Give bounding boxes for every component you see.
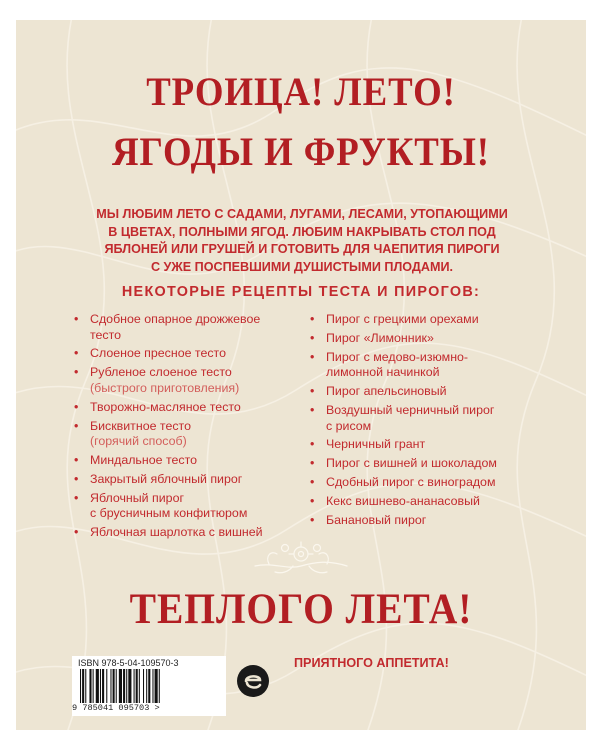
- list-item: [74, 472, 304, 488]
- recipe-text: с брусничным конфитюром: [90, 506, 248, 521]
- barcode-bar: [119, 669, 122, 703]
- bullet: •: [74, 418, 79, 433]
- recipe-text: Яблочный пирог: [90, 490, 184, 505]
- barcode-bar: [106, 669, 107, 703]
- recipe-text: Миндальное тесто: [90, 452, 198, 467]
- barcode-bar: [80, 669, 81, 703]
- recipe-text: Закрытый яблочный пирог: [90, 471, 243, 486]
- bullet: •: [310, 494, 315, 509]
- recipe-text: лимонной начинкой: [326, 365, 440, 380]
- recipe-text: Пирог с медово-изюмно-: [326, 349, 469, 364]
- intro-line: С УЖЕ ПОСПЕВШИМИ ДУШИСТЫМИ ПЛОДАМИ.: [150, 259, 454, 274]
- recipe-text: Пирог с вишней и шоколадом: [326, 456, 497, 471]
- bullet: •: [74, 312, 79, 326]
- bullet: •: [74, 452, 79, 467]
- recipe-text: тесто: [90, 327, 122, 342]
- intro-line: МЫ ЛЮБИМ ЛЕТО С САДАМИ, ЛУГАМИ, ЛЕСАМИ, УТОПАЮЩИМИ: [96, 207, 508, 221]
- recipes-heading: НЕКОТОРЫЕ РЕЦЕПТЫ ТЕСТА И ПИРОГОВ:: [121, 284, 481, 300]
- bullet: •: [74, 399, 79, 414]
- bullet: •: [310, 475, 315, 490]
- barcode-bar: [123, 669, 125, 703]
- barcode-bar: [82, 669, 84, 703]
- barcode-bar: [148, 669, 150, 703]
- list-item: [310, 331, 550, 347]
- barcode-bars: [80, 669, 214, 703]
- recipe-text: Кекс вишнево-ананасовый: [326, 494, 480, 509]
- bullet: •: [310, 456, 315, 471]
- barcode-bar: [134, 669, 135, 703]
- barcode-bar: [126, 669, 127, 703]
- intro-line: ЯБЛОНЕЙ ИЛИ ГРУШЕЙ И ГОТОВИТЬ ДЛЯ ЧАЕПИТИЯ ПИРОГИ: [104, 242, 500, 256]
- recipe-text: Пирог «Лимонник»: [326, 330, 434, 345]
- list-item: [310, 475, 550, 491]
- recipe-text: Творожно-масляное тесто: [90, 399, 241, 414]
- bullet: •: [310, 403, 315, 418]
- list-item: [310, 384, 550, 400]
- bullet: •: [310, 437, 315, 452]
- barcode-bar: [85, 669, 86, 703]
- floral-ornament-icon: [249, 536, 353, 580]
- bullet: •: [74, 365, 79, 380]
- list-item: [74, 346, 304, 362]
- bullet: •: [74, 525, 79, 540]
- barcode-bar: [155, 669, 158, 703]
- list-item: [74, 400, 304, 416]
- recipes-list-right: [310, 312, 550, 532]
- recipe-note: (быстрого приготовления): [90, 380, 240, 395]
- barcode-bar: [110, 669, 111, 703]
- list-item: [310, 456, 550, 472]
- bullet: •: [310, 330, 315, 345]
- barcode-bar: [116, 669, 117, 703]
- publisher-logo-icon: [236, 664, 270, 698]
- barcode-bar: [102, 669, 104, 703]
- barcode-bar: [128, 669, 131, 703]
- barcode-bar: [159, 669, 160, 703]
- recipe-text: Черничный грант: [326, 437, 426, 452]
- recipe-text: Пирог с грецкими орехами: [326, 312, 479, 326]
- list-item: [310, 437, 550, 453]
- recipes-list-left: [74, 312, 304, 544]
- list-item: [74, 419, 304, 450]
- barcode-bar: [152, 669, 153, 703]
- bullet: •: [74, 471, 79, 486]
- recipe-text: Рубленое слоеное тесто: [90, 365, 232, 380]
- bullet: •: [310, 312, 315, 326]
- intro-paragraph: [56, 206, 548, 276]
- recipe-text: Яблочная шарлотка с вишней: [90, 525, 263, 540]
- bullet: •: [310, 513, 315, 528]
- barcode-bar: [113, 669, 115, 703]
- headline-line-1: ТРОИЦА! ЛЕТО!: [146, 69, 456, 114]
- list-item: [74, 365, 304, 396]
- barcode-bar: [146, 669, 147, 703]
- headline-line-2: ЯГОДЫ И ФРУКТЫ!: [112, 129, 490, 174]
- recipe-text: Пирог апельсиновый: [326, 384, 447, 399]
- list-item: [310, 403, 550, 434]
- barcode-number: 9 785041 095703 >: [72, 703, 160, 713]
- barcode-bar: [89, 669, 91, 703]
- bullet: •: [310, 384, 315, 399]
- barcode-bar: [100, 669, 101, 703]
- recipe-text: с рисом: [326, 418, 372, 433]
- list-item: [310, 513, 550, 529]
- list-item: [74, 453, 304, 469]
- list-item: [74, 491, 304, 522]
- recipe-note: (горячий способ): [90, 434, 187, 449]
- isbn-text: ISBN 978-5-04-109570-3: [78, 658, 179, 668]
- recipe-text: Слоеное пресное тесто: [90, 346, 226, 361]
- barcode-bar: [96, 669, 99, 703]
- list-item: [74, 312, 304, 343]
- barcode-bar: [93, 669, 94, 703]
- appetit-text: ПРИЯТНОГО АППЕТИТА!: [294, 656, 449, 670]
- back-cover: [16, 20, 586, 730]
- barcode-bar: [139, 669, 140, 703]
- closing-headline: ТЕПЛОГО ЛЕТА!: [129, 586, 473, 633]
- intro-line: В ЦВЕТАХ, ПОЛНЫМИ ЯГОД. ЛЮБИМ НАКРЫВАТЬ СТОЛ ПОД: [108, 224, 496, 239]
- bullet: •: [74, 346, 79, 361]
- barcode-bar: [136, 669, 138, 703]
- list-item: [310, 312, 550, 328]
- bullet: •: [310, 349, 315, 364]
- recipe-text: Воздушный черничный пирог: [326, 403, 495, 418]
- bullet: •: [74, 490, 79, 505]
- barcode: [72, 656, 226, 716]
- list-item: [310, 350, 550, 381]
- barcode-bar: [143, 669, 144, 703]
- list-item: [310, 494, 550, 510]
- recipe-text: Сдобное опарное дрожжевое: [90, 312, 261, 326]
- recipe-text: Сдобный пирог с виноградом: [326, 475, 496, 490]
- recipe-text: Бисквитное тесто: [90, 418, 191, 433]
- recipe-text: Банановый пирог: [326, 513, 427, 528]
